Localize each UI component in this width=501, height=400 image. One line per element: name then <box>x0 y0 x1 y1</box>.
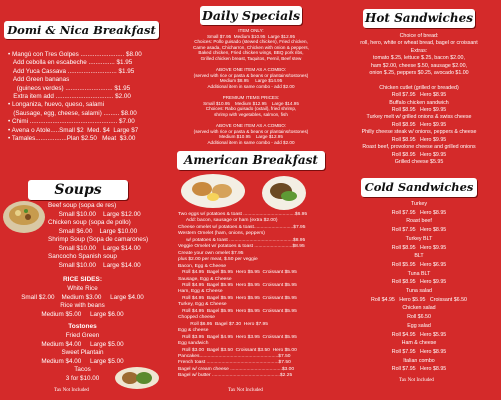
daily-special-line: (served with rice or pasta & beans or plantains/tostones) <box>193 128 309 134</box>
soup-item: Beef soup (sopa de res) <box>48 202 117 209</box>
breakfast-item: (Sausage, egg, cheese, salami) ......... $8.00 <box>8 109 137 117</box>
hot-sandwich-line: Choice of bread: <box>399 33 439 39</box>
american-breakfast-line: Roll $3.00 Bagel $3.50 Croissant $3.50 Hero $5.00 <box>178 347 297 353</box>
american-breakfast-line: Cheese omelet w/ potatoes & toast.............................$7.95 <box>178 224 306 230</box>
daily-special-line: Grilled chicken breast, Taquitos, Pernil, Beef stew <box>200 55 302 61</box>
breakfast-item: • Chimi .................................................. $7.00 <box>8 118 135 126</box>
tostones-item: Fried Green <box>65 332 100 339</box>
soup-list <box>48 202 148 270</box>
american-breakfast-banner <box>177 151 325 170</box>
tostones-item: Tacos <box>74 366 91 373</box>
daily-special-line: shrimp with vegetables, salmon, fish <box>214 111 288 117</box>
hot-sandwich-line: ham $2.00, cheese $.50, sausage $2.00, <box>370 62 467 69</box>
american-breakfast-line: Add: bacon, sausage or ham (extra $2.00) <box>178 218 278 224</box>
rice-sides-list <box>0 285 165 319</box>
daily-special-line: PREMIUM ITEMS PRICES: <box>222 95 280 101</box>
cold-sandwich-line: Roll $7.95 Hero $8.95 <box>391 348 447 355</box>
daily-special-line: Choices: Rabo guisado (oxtail), fried shrimp, <box>205 106 297 112</box>
cold-sandwich-line: Roll $4.95 Hero $5.95 Croissant $6.50 <box>371 296 467 303</box>
cold-sandwiches-banner <box>361 178 477 197</box>
rice-side-item: Medium $5.00 Large $6.00 <box>41 310 124 318</box>
cold-sandwich-line: Roll $8.95 Hero $9.95 <box>391 279 447 286</box>
american-breakfast-line: French toast .....................................................$7.50 <box>178 360 291 366</box>
breakfast-item: Add Yuca Cassava ............................ $1.95 <box>8 67 135 75</box>
left-column <box>0 0 165 400</box>
american-breakfast-line: Roll $4.95 Bagel $5.95 Hero $5.95 Croissant $5.95 <box>178 308 297 314</box>
american-breakfast-line: Western Omelet (ham, onions, peppers) <box>178 231 265 237</box>
american-breakfast-line: Roll $3.95 Bagel $4.95 Hero $3.95 Croissant $5.95 <box>178 334 297 340</box>
american-breakfast-line: Bacon, Egg & Cheese <box>178 263 227 269</box>
daily-special-line: Small $7.95 Medium $10.95 Large $12.95 <box>206 33 296 39</box>
cold-sandwich-line: Italian combo <box>403 357 435 364</box>
breakfast-list <box>8 51 142 143</box>
american-breakfast-line: Ham, Egg & Cheese <box>178 289 223 295</box>
cold-sandwich-line: Roll $7.95 Hero $8.95 <box>391 366 447 373</box>
american-breakfast-line: Sausage, Egg & Cheese <box>178 276 232 282</box>
tostones-title: Tostones <box>68 323 97 330</box>
tax-note-left: Tax Not Included <box>54 388 89 393</box>
hot-sandwich-line: tomato $.25, lettuce $.25, bacon $2.00, <box>373 55 465 62</box>
hot-sandwich-line: Buffalo chicken sandwich <box>389 99 449 106</box>
hot-sandwiches-banner <box>363 9 475 28</box>
hot-sandwich-line: Roll $8.95 Hero $9.95 <box>391 151 447 158</box>
hot-sandwiches-title: Hot Sandwiches <box>365 11 473 25</box>
american-breakfast-line: Create your own omelet $7.95 <box>178 250 244 256</box>
breakfast-banner <box>4 21 159 39</box>
daily-special-line: ITEM ONLY: <box>238 28 264 33</box>
daily-special-line: Choices: Pollo guisado (stewed chicken), Fried chicken, <box>194 39 308 45</box>
cold-sandwich-line: Tuna BLT <box>407 270 431 277</box>
hot-sandwich-line <box>337 77 501 84</box>
breakfast-item: (guineos verdes) ........................... $1.95 <box>8 84 131 92</box>
hot-sandwich-line: Roll $8.95 Hero $9.95 <box>391 136 447 143</box>
soup-item: Small $6.00 Large $10.00 <box>48 227 138 235</box>
soups-title: Soups <box>54 182 102 198</box>
cold-sandwiches-list <box>337 200 501 374</box>
breakfast-item: • Longaniza, huevo, queso, salami <box>8 101 105 109</box>
american-breakfast-line: Roll $6.95 Bagel $7.30 Hero $7.95 <box>178 321 268 327</box>
cold-sandwich-line: Roll $7.95 Hero $8.95 <box>391 209 447 216</box>
cold-sandwiches-title: Cold Sandwiches <box>364 180 474 194</box>
hot-sandwich-line: Chicken cutlet (grilled or breaded) <box>379 84 459 91</box>
soup-item: Small $10.00 Large $14.00 <box>48 261 141 269</box>
american-breakfast-line: Pancakes..........................................................$7.50 <box>178 353 291 359</box>
rice-side-item: Small $2.00 Medium $3.00 Large $4.00 <box>21 293 144 301</box>
american-breakfast-line: Turkey, Egg & Cheese <box>178 302 227 308</box>
daily-special-line: Additional item in same combo - add $2.00 <box>207 139 295 145</box>
american-breakfast-line: Bagel w/ cream cheese ......................................$3.00 <box>178 366 295 372</box>
daily-special-line: Medium $8.95 Large $14.95 <box>219 78 283 84</box>
cold-sandwich-line: BLT <box>414 253 424 260</box>
hot-sandwiches-list <box>337 33 501 166</box>
cold-sandwich-line: Roll $7.95 Hero $8.95 <box>391 227 447 234</box>
daily-special-line: (served with rice or pasta & beans or plantains/tostones) <box>193 72 309 78</box>
hot-sandwich-line: Roll $8.95 Hero $9.95 <box>391 121 447 128</box>
cold-sandwich-line: Roll $6.50 <box>407 314 431 321</box>
american-breakfast-list <box>178 212 307 380</box>
cold-sandwich-line: Tuna salad <box>405 288 432 295</box>
hot-sandwich-line: Turkey melt w/ grilled onions & swiss cheese <box>366 114 472 121</box>
american-breakfast-line: Roll $4.95 Bagel $5.95 Hero $5.95 Croissant $5.95 <box>178 282 297 288</box>
soup-item: Small $10.00 Large $14.00 <box>48 244 141 252</box>
american-breakfast-title: American Breakfast <box>184 153 318 167</box>
cold-sandwich-line: Ham & cheese <box>401 340 437 347</box>
soup-item: Sancocho Spanish soup <box>48 253 117 260</box>
hot-sandwich-line: Roast beef, provolone cheese and grilled onions <box>362 144 476 151</box>
daily-special-line: Medium $10.95 Large $12.95 <box>219 134 283 140</box>
omelet-plate-photo <box>261 175 307 211</box>
cold-sandwich-line: Turkey BLT <box>405 235 433 242</box>
tostones-item: Sweet Plantain <box>61 349 104 356</box>
hot-sandwich-line: Philly cheese steak w/ onions, peppers & cheese <box>361 129 477 136</box>
daily-special-line: Carne asada, Chicharron, Chicken with onion & peppers, <box>193 44 309 50</box>
breakfast-item: Add Green bananas <box>8 76 70 84</box>
daily-specials-title: Daily Specials <box>201 8 301 23</box>
soup-bowl-photo <box>2 200 46 234</box>
breakfast-title: Domi & Nica Breakfast <box>7 23 156 37</box>
breakfast-item: Extra item add ................................. $2.00 <box>8 93 131 101</box>
middle-column <box>166 0 336 400</box>
american-breakfast-line: Roll $4.95 Bagel $5.95 Hero $5.95 Croissant $5.95 <box>178 295 297 301</box>
daily-special-line: ABOVE ONE ITEM AS A COMBO: <box>215 123 287 129</box>
tostones-item: Medium $4.00 Large $5.00 <box>41 340 124 348</box>
american-breakfast-line: Egg sandwich <box>178 341 209 347</box>
soup-item: Shrimp Soup (Sopa de camarones) <box>48 236 149 243</box>
american-breakfast-line: plus $2.00 per meat, $.50 per veggie <box>178 257 258 263</box>
breakfast-plate-photo <box>180 173 246 209</box>
daily-special-line: Small $10.95 Medium $12.95 Large $14.95 <box>203 100 299 106</box>
rice-side-item: White Rice <box>67 285 98 292</box>
daily-special-line: Additional item in same combo - add $2.00 <box>207 83 295 89</box>
american-breakfast-line: Chopped cheese <box>178 315 215 321</box>
cold-sandwich-line: Chicken salad <box>402 305 436 312</box>
breakfast-item: Add cebolla en escabeche ............... $1.95 <box>8 59 133 67</box>
soup-item: Small $10.00 Large $12.00 <box>48 210 141 218</box>
breakfast-item: • Tamales..................Plan $2.50 Meat $3.00 <box>8 135 136 143</box>
soups-banner <box>28 180 128 200</box>
daily-specials-banner <box>200 6 302 25</box>
american-breakfast-line: Veggie Omelet w/ potatoes & toast ............................$8.95 <box>178 244 305 250</box>
breakfast-item: • Mangú con Tres Golpes ......................... $8.00 <box>8 51 142 58</box>
cold-sandwich-line: Roll $5.95 Hero $6.95 <box>391 261 447 268</box>
american-breakfast-line: Egg & cheese <box>178 328 209 334</box>
cold-sandwich-line: Roll $4.95 Hero $5.95 <box>391 331 447 338</box>
hot-sandwich-line: Extras: <box>410 47 428 54</box>
american-breakfast-line: Roll $4.95 Bagel $5.95 Hero $5.95 Croissant $5.95 <box>178 270 297 276</box>
breakfast-item: • Avena o Atole.....Small $2 Med. $4 Large $7 <box>8 126 139 134</box>
cold-sandwich-line: Turkey <box>411 201 427 207</box>
cold-sandwich-line: Egg salad <box>407 322 431 329</box>
tax-note-middle: Tax Not Included <box>228 388 263 393</box>
soup-item: Chicken soup (sopa de pollo) <box>48 219 131 226</box>
hot-sandwich-line: onion $.25, peppers $0.25, avocado $1.00 <box>369 70 469 77</box>
rice-side-item: Rice with beans <box>60 302 105 309</box>
tacos-photo <box>114 366 160 390</box>
daily-specials-list <box>166 28 336 145</box>
daily-special-line: Baked chicken, Fried chicken wings, BBQ pork ribs, <box>198 50 304 56</box>
hot-sandwich-line: roll, hero, white or wheat bread, bagel or croissant <box>360 40 478 47</box>
american-breakfast-line: w/ potatoes & toast ...............................................$8.95 <box>178 237 306 243</box>
hot-sandwich-line: Roll $8.95 Hero $9.95 <box>391 107 447 114</box>
rice-sides-title: RICE SIDES: <box>62 276 102 283</box>
daily-special-line: ABOVE ONE ITEM AS A COMBO: <box>215 67 287 73</box>
hot-sandwich-line: Roll $7.95 Hero $8.95 <box>391 92 447 99</box>
cold-sandwich-line: Roll $8.95 Hero $9.95 <box>391 244 447 251</box>
tostones-item: 3 for $10.00 <box>65 374 100 382</box>
hot-sandwich-line: Grilled cheese $5.95 <box>394 158 444 165</box>
american-breakfast-line: Two eggs w/ potatoes & toast ......................................$6.95 <box>178 212 308 217</box>
tax-note-right: Tax Not Included <box>399 378 434 383</box>
cold-sandwich-line: Roast beef <box>406 218 432 225</box>
american-breakfast-line: Bagel w/ butter ..................................................$2.25 <box>178 373 293 379</box>
tostones-item: Medium $4.00 Large $5.00 <box>41 357 124 365</box>
right-column <box>337 0 501 400</box>
